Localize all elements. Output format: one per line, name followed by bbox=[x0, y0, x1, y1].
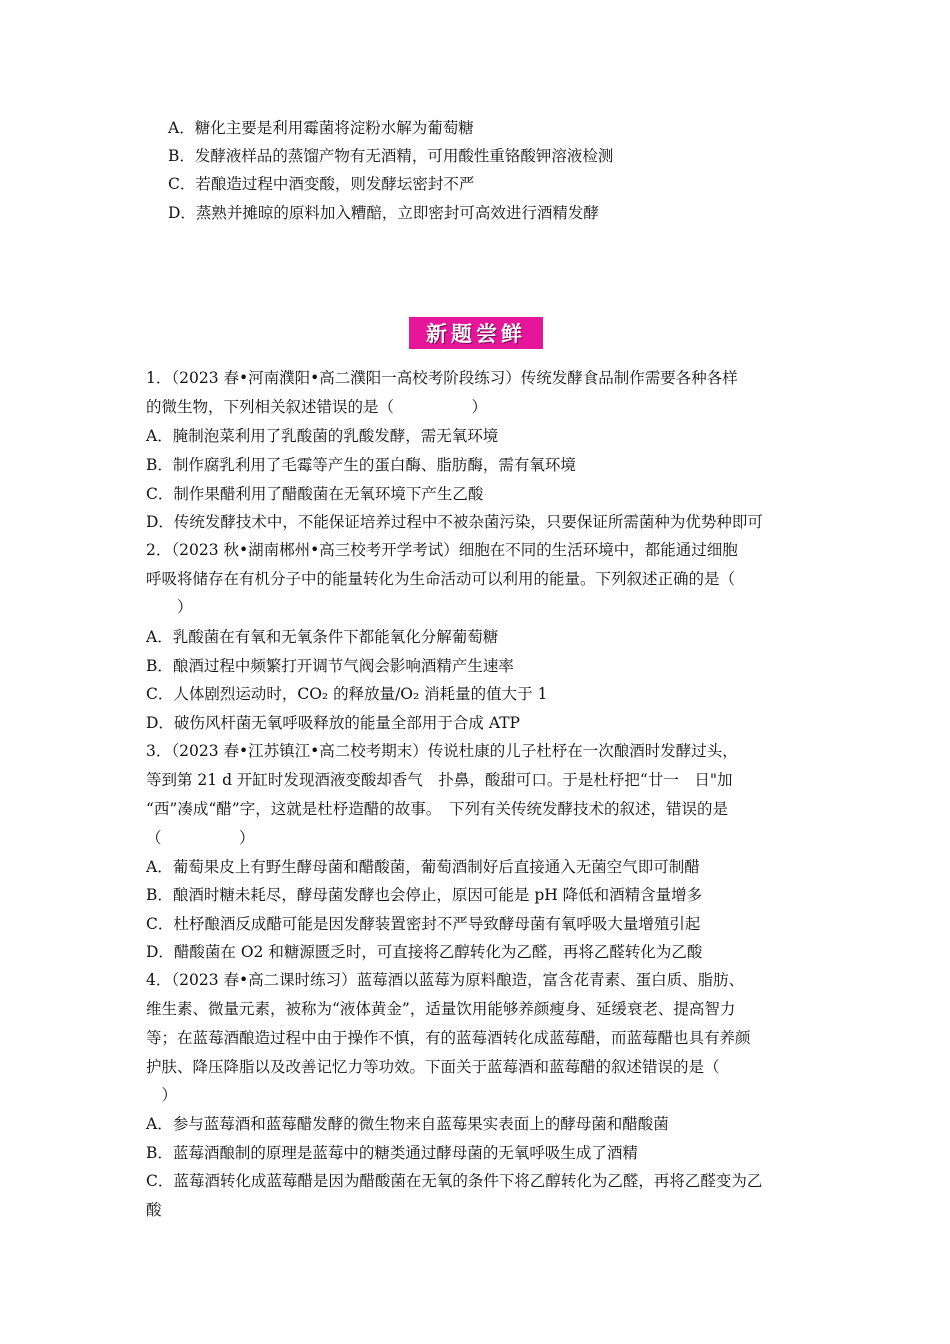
question-2-option-a: A．乳酸菌在有氧和无氧条件下都能氧化分解葡萄糖 bbox=[146, 628, 499, 646]
question-4-stem: ） bbox=[146, 1086, 178, 1104]
question-2-option-d: D．破伤风杆菌无氧呼吸释放的能量全部用于合成 ATP bbox=[146, 714, 520, 732]
question-4-stem: 等；在蓝莓酒酿造过程中由于操作不慎，有的蓝莓酒转化成蓝莓醋，而蓝莓醋也具有养颜 bbox=[146, 1029, 751, 1047]
question-4-option-c-continued: 酸 bbox=[146, 1201, 162, 1219]
question-4-option-c: C．蓝莓酒转化成蓝莓醋是因为醋酸菌在无氧的条件下将乙醇转化为乙醛，再将乙醛变为乙 bbox=[146, 1172, 763, 1190]
question-3-option-c: C．杜杼酿酒反成醋可能是因发酵装置密封不严导致酵母菌有氧呼吸大量增殖引起 bbox=[146, 915, 701, 933]
question-2-stem: 呼吸将储存在有机分子中的能量转化为生命活动可以利用的能量。下列叙述正确的是（ bbox=[146, 570, 736, 588]
question-2-stem: 2．（2023 秋•湖南郴州•高三校考开学考试）细胞在不同的生活环境中，都能通过细胞 bbox=[146, 541, 738, 559]
question-3-option-b: B．酿酒时糖未耗尽，酵母菌发酵也会停止，原因可能是 pH 降低和酒精含量增多 bbox=[146, 886, 703, 904]
option-text: B．发酵液样品的蒸馏产物有无酒精，可用酸性重铬酸钾溶液检测 bbox=[168, 147, 614, 165]
question-1-option-c: C．制作果醋利用了醋酸菌在无氧环境下产生乙酸 bbox=[146, 485, 484, 503]
question-3-option-d: D．醋酸菌在 O2 和糖源匮乏时，可直接将乙醇转化为乙醛，再将乙醛转化为乙酸 bbox=[146, 943, 703, 961]
question-4-option-a: A．参与蓝莓酒和蓝莓醋发酵的微生物来自蓝莓果实表面上的酵母菌和醋酸菌 bbox=[146, 1115, 669, 1133]
option-text: D．蒸熟并摊晾的原料加入糟醅，立即密封可高效进行酒精发酵 bbox=[168, 204, 599, 222]
question-4-stem: 维生素、微量元素，被称为“液体黄金”，适量饮用能够养颜瘦身、延缓衰老、提高智力 bbox=[146, 1000, 736, 1018]
option-text: A．糖化主要是利用霉菌将淀粉水解为葡萄糖 bbox=[168, 119, 474, 137]
question-2-stem: ） bbox=[146, 598, 193, 616]
question-1-stem: 的微生物，下列相关叙述错误的是（ ） bbox=[146, 398, 488, 416]
question-3-stem: 等到第 21 d 开缸时发现酒液变酸却香气 扑鼻，酸甜可口。于是杜杼把“廿一 日"加 bbox=[146, 771, 733, 789]
option-text: C．若酿造过程中酒变酸，则发酵坛密封不严 bbox=[168, 175, 475, 193]
question-4-option-b: B．蓝莓酒酿制的原理是蓝莓中的糖类通过酵母菌的无氧呼吸生成了酒精 bbox=[146, 1144, 638, 1162]
question-2-option-c: C．人体剧烈运动时，CO₂ 的释放量/O₂ 消耗量的值大于 1 bbox=[146, 685, 548, 703]
question-2-option-b: B．酿酒过程中频繁打开调节气阀会影响酒精产生速率 bbox=[146, 657, 514, 675]
question-3-option-a: A．葡萄果皮上有野生酵母菌和醋酸菌，葡萄酒制好后直接通入无菌空气即可制醋 bbox=[146, 858, 700, 876]
question-4-stem: 护肤、降压降脂以及改善记忆力等功效。下面关于蓝莓酒和蓝莓醋的叙述错误的是（ bbox=[146, 1058, 720, 1076]
question-3-stem: 3．（2023 春•江苏镇江•高二校考期末）传说杜康的儿子杜杼在一次酿酒时发酵过头， bbox=[146, 742, 738, 760]
question-1-option-d: D．传统发酵技术中，不能保证培养过程中不被杂菌污染，只要保证所需菌种为优势种即可 bbox=[146, 513, 763, 531]
question-1-option-a: A．腌制泡菜利用了乳酸菌的乳酸发酵，需无氧环境 bbox=[146, 427, 499, 445]
section-banner bbox=[409, 317, 543, 349]
question-3-stem: “西”凑成“醋”字，这就是杜杼造醋的故事。 下列有关传统发酵技术的叙述，错误的是 bbox=[146, 800, 728, 818]
section-banner-title: 新题尝鲜 bbox=[426, 322, 526, 346]
question-1-stem: 1．（2023 春•河南濮阳•高二濮阳一高校考阶段练习）传统发酵食品制作需要各种各样 bbox=[146, 369, 738, 387]
question-1-option-b: B．制作腐乳利用了毛霉等产生的蛋白酶、脂肪酶，需有氧环境 bbox=[146, 456, 576, 474]
question-4-stem: 4．（2023 春•高二课时练习）蓝莓酒以蓝莓为原料酿造，富含花青素、蛋白质、脂肪、 bbox=[146, 971, 745, 989]
question-3-stem: （ ） bbox=[146, 829, 255, 847]
